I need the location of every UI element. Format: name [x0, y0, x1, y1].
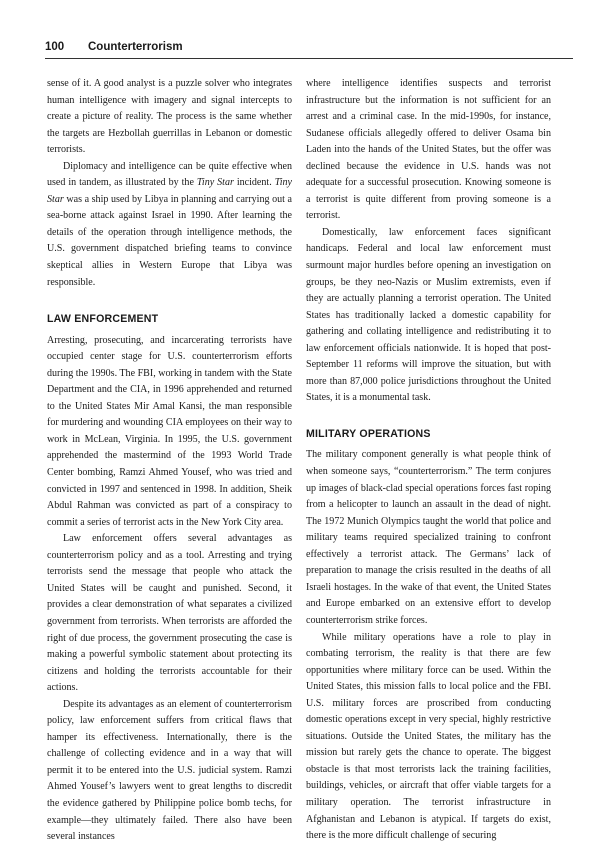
section-heading-law-enforcement: LAW ENFORCEMENT	[47, 313, 159, 326]
italic-ship-name: Tiny Star	[196, 177, 234, 189]
page-number: 100	[45, 41, 65, 53]
paragraph: Arresting, prosecuting, and incarcerating terrorists have occupied center stage for U.S. counterterrorism efforts during the 1990s. The FBI, working in tandem with the State Department and the CIA, in 1996 apprehended and returned to the United States Mir Amal Kansi, the man responsible for murdering and wounding CIA employees on their way to work in McLean, Virginia. In 1995, the U.S. government apprehended the mastermind of the 1993 World Trade Center bombing, Ramzi Ahmed Yousef, who was tried and convicted in 1997 and sentenced in 1998. In addition, Sheik Abdul Rahman was convicted as part of a conspiracy to commit a series of terrorist acts in the New York City area.	[47, 334, 292, 528]
paragraph: Domestically, law enforcement faces significant handicaps. Federal and local law enforcement must surmount major hurdles before opening an investigation on groups, be they neo-Nazis or Muslim extremists, even if they are actually planning a terrorist operation. The United States has traditionally lacked a domestic capability for gathering and collating intelligence and redistributing it to law enforcement officials nationwide. It is hoped that post-September 11 reforms will improve the situation, but with more than 87,000 police jurisdictions throughout the United States, it is a monumental task.	[306, 226, 551, 404]
text-run: was a ship used by Libya in planning and carrying out a sea-borne attack against Israel in 1990. After learning the details of the operation through intelligence methods, the U.S. government dispatched briefing teams to convince skeptical allies in Western Europe that Libya was responsible.	[47, 193, 292, 288]
running-head: Counterterrorism	[88, 41, 183, 53]
right-column	[306, 76, 551, 845]
paragraph: Law enforcement offers several advantages as counterterrorism policy and as a tool. Arresting and trying terrorists send the message that people who attack the United States will be caught and punished. Second, it provides a clear demonstration of what separates a civilized government from terrorists. When terrorists are afforded the right of due process, the government prosecuting the case is making a powerful symbolic statement about protecting its citizens and holding the terrorists accountable for their actions.	[47, 533, 292, 694]
section-heading-military-operations: MILITARY OPERATIONS	[306, 427, 431, 440]
paragraph: sense of it. A good analyst is a puzzle solver who integrates human intelligence with imagery and signal intercepts to create a picture of reality. The process is the same whether the targets are Hezbollah guerrillas in Lebanon or domestic terrorists.	[47, 78, 292, 156]
paragraph: where intelligence identifies suspects and terrorist infrastructure but the information is not sufficient for an arrest and a criminal case. In the mid-1990s, for instance, Sudanese officials allegedly offered to deliver Osama bin Laden into the hands of the United States, but the offer was declined because the evidence in U.S. hands was not adequate for a successful prosecution. Knowing someone is a terrorist is quite different from proving someone is a terrorist.	[306, 78, 551, 222]
text-run: Diplomacy and intelligence can be quite effective when used in tandem, as illustrated by the	[47, 160, 292, 189]
left-column	[47, 76, 292, 846]
page-header	[45, 41, 573, 63]
paragraph: While military operations have a role to play in combating terrorism, the reality is that there are few opportunities where military force can be used. Within the United States, this mission falls to local police and the FBI. U.S. military forces are proscribed from conducting domestic operations except in very special, highly restrictive situations. Outside the United States, the military has the mission but rarely gets the chance to operate. The biggest obstacle is that most terrorists lack the training facilities, buildings, vehicles, or aircraft that offer viable targets for a military operation. The terrorist infrastructure in Afghanistan and Lebanon is atypical. If targets do exist, there is the more difficult challenge of securing	[306, 631, 551, 842]
text-run: incident.	[233, 177, 275, 189]
paragraph-tiny-star	[47, 159, 292, 291]
italic-ship-name: Tiny Star	[47, 177, 292, 205]
paragraph: Despite its advantages as an element of counterterrorism policy, law enforcement suffers from critical flaws that hamper its effectiveness. Internationally, there is the challenge of collecting evidence and in a way that will permit it to be entered into the U.S. judicial system. Ramzi Ahmed Yousef’s lawyers went to great lengths to discredit the evidence gathered by Philippine police bomb techs, for example—they ultimately failed. There also have been several instances	[47, 698, 292, 843]
paragraph: The military component generally is what people think of when someone says, “counterterrorism.” The term conjures up images of black-clad special operations forces fast roping from a helicopter to launch an assault in the dead of night. The 1972 Munich Olympics taught the world that police and military teams required specialized training to confront effectively a terrorist attack. The Germans’ lack of preparation to manage the crisis resulted in the deaths of all Israeli hostages. In the wake of that event, the United States and Europe embarked on an extensive effort to develop counterterrorism strike forces.	[306, 449, 551, 626]
header-rule	[45, 58, 573, 59]
